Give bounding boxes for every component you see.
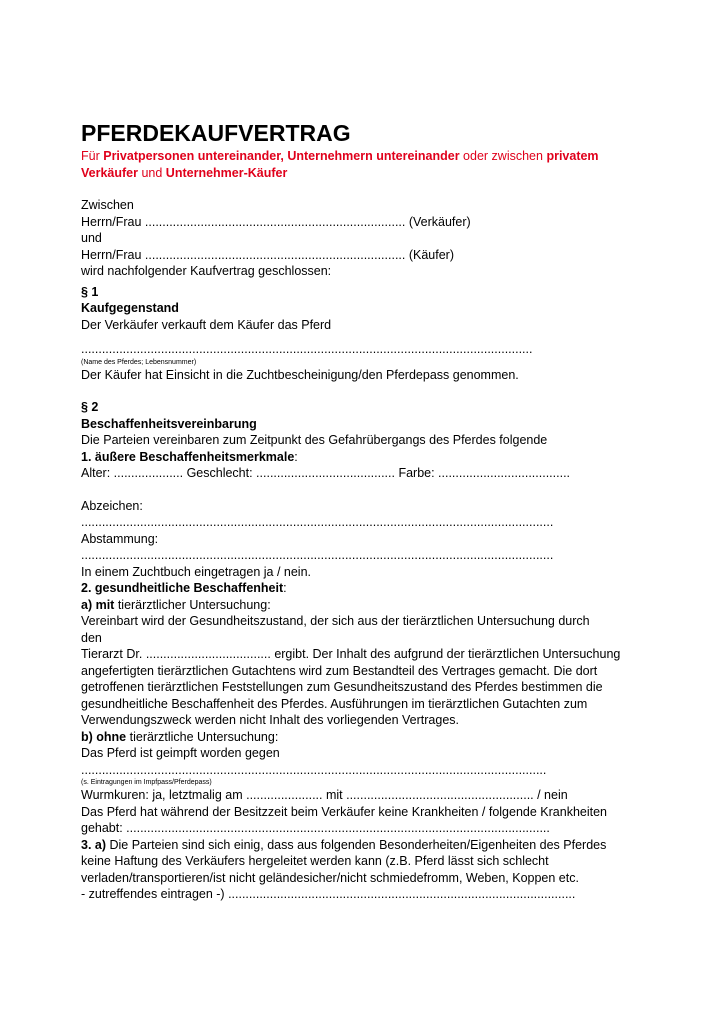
clause-3a-text: Die Parteien sind sich einig, dass aus folgenden Besonderheiten/Eigenheiten des Pferdes — [106, 837, 607, 852]
contract-closing: wird nachfolgender Kaufvertrag geschlossen: — [81, 264, 332, 278]
clause-3a-line-3: verladen/transportieren/ist nicht geländesicher/nicht schmiedefromm, Weben, Koppen etc. — [81, 870, 579, 885]
markings-field: ........................................................................................................................................ — [81, 515, 554, 529]
markings-label: Abzeichen: — [81, 498, 143, 513]
intro-bold-3: Unternehmer-Käufer — [165, 165, 288, 180]
clause-3a-line-2: keine Haftung des Verkäufers hergeleitet werden kann (z.B. Pferd lässt sich schlecht — [81, 854, 549, 868]
parties-und: und — [81, 231, 102, 245]
intro-text-3: und — [137, 165, 166, 180]
section-1-heading: Kaufgegenstand — [81, 301, 179, 315]
outer-features-colon: : — [294, 449, 298, 464]
intro-paragraph — [81, 148, 641, 181]
document-title: PFERDEKAUFVERTRAG — [81, 120, 351, 146]
option-a-line-3: Tierarzt Dr. .................................... ergibt. Der Inhalt des aufgrund der tierärztlichen Untersuchung — [81, 647, 621, 661]
option-b-heading — [81, 729, 641, 746]
studbook-line: In einem Zuchtbuch eingetragen ja / nein. — [81, 564, 312, 579]
buyer-line: Herrn/Frau ........................................................................... (Käufer) — [81, 247, 454, 262]
clause-3a-label: 3. a) — [81, 837, 107, 852]
health-label: 2. gesundheitliche Beschaffenheit — [81, 581, 284, 595]
illness-line-1: Das Pferd hat während der Besitzzeit beim Verkäufer keine Krankheiten / folgende Krankheiten — [81, 804, 608, 819]
option-a-line-7: Verwendungszweck werden nicht Inhalt des vorliegenden Vertrages. — [81, 713, 460, 727]
intro-bold-1: Privatpersonen untereinander, Unternehmern untereinander — [103, 149, 460, 163]
seller-line: Herrn/Frau ........................................................................... (Verkäufer) — [81, 214, 471, 229]
intro-text-2: oder zwischen — [459, 149, 547, 163]
vaccination-note: (s. Eintragungen im Impfpass/Pferdepass) — [81, 779, 212, 786]
section-1-inspection: Der Käufer hat Einsicht in die Zuchtbescheinigung/den Pferdepass genommen. — [81, 367, 519, 382]
health-colon: : — [283, 581, 287, 595]
document-body — [81, 118, 641, 903]
section-2-intro: Die Parteien vereinbaren zum Zeitpunkt des Gefahrübergangs des Pferdes folgende — [81, 433, 548, 447]
intro-text-1: Für — [81, 149, 104, 163]
age-sex-color-line: Alter: .................... Geschlecht: ........................................ Farbe: ...................................... — [81, 466, 571, 480]
horse-name-note: (Name des Pferdes; Lebensnummer) — [81, 358, 197, 366]
option-a-line-1: Vereinbart wird der Gesundheitszustand, der sich aus der tierärztlichen Untersuchung durch — [81, 614, 590, 628]
illness-line-2: gehabt: .......................................................................................................................... — [81, 821, 550, 835]
pedigree-label: Abstammung: — [81, 531, 159, 546]
deworming-line: Wurmkuren: ja, letztmalig am ...................... mit ...................................................... / nein — [81, 788, 568, 802]
subheading-outer-features — [81, 449, 641, 466]
section-2-heading: Beschaffenheitsvereinbarung — [81, 416, 257, 431]
option-a-line-6: gesundheitliche Beschaffenheit des Pferdes. Ausführungen im tierärztlichen Gutachten zum — [81, 696, 588, 711]
option-b-text: tierärztliche Untersuchung: — [126, 729, 279, 744]
section-2-number: § 2 — [81, 400, 99, 414]
option-a-text: tierärztlicher Untersuchung: — [114, 597, 271, 612]
section-1-number: § 1 — [81, 284, 99, 299]
option-a-line-5: getroffenen tierärztlichen Feststellungen zum Gesundheitszustand des Pferdes bestimmen die — [81, 680, 603, 694]
pedigree-field: ........................................................................................................................................ — [81, 548, 554, 562]
section-1-line: Der Verkäufer verkauft dem Käufer das Pferd — [81, 317, 332, 332]
vaccination-line: Das Pferd ist geimpft worden gegen — [81, 746, 280, 760]
subheading-health — [81, 580, 641, 597]
clause-3a-line-4: - zutreffendes eintragen -) .................................................................................................... — [81, 887, 576, 901]
horse-name-field: .................................................................................................................................. — [81, 342, 533, 356]
option-a-heading — [81, 597, 641, 614]
vaccination-field: ...................................................................................................................................... — [81, 762, 547, 777]
intro-bold-2: privatem Verkäufer — [81, 149, 599, 180]
option-a-label: a) mit — [81, 597, 115, 612]
clause-3a-heading — [81, 837, 641, 854]
option-a-line-4: angefertigten tierärztlichen Gutachtens wird zum Bestandteil des Vertrages gemacht. Die dort — [81, 663, 598, 678]
option-b-label: b) ohne — [81, 729, 127, 744]
parties-zwischen: Zwischen — [81, 198, 134, 212]
option-a-line-2: den — [81, 630, 102, 645]
outer-features-label: 1. äußere Beschaffenheitsmerkmale — [81, 449, 295, 464]
